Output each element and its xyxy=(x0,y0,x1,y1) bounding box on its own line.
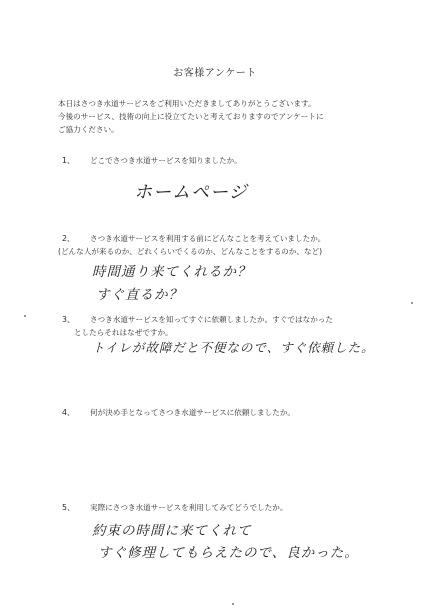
intro-line-1: 本日はさつき水道サービスをご利用いただきましてありがとうございます。 xyxy=(58,99,316,108)
question-4-text: 何が決め手となってさつき水道サービスに依頼しましたか。 xyxy=(90,408,296,417)
answer-1-line-1: ホームページ xyxy=(134,182,248,203)
scan-speck xyxy=(232,603,234,605)
answer-5-line-2: すぐ修理してもらえたので、良かった。 xyxy=(98,545,359,561)
question-3-subtext: としたらそれはなぜですか。 xyxy=(74,328,173,337)
question-2-text: さつき水道サービスを利用する前にどんなことを考えていましたか。 xyxy=(90,234,326,243)
question-4-number: 4、 xyxy=(62,408,75,417)
question-2-subtext: (どんな人が来るのか、どれくらいでくるのか、どんなことをするのか、など) xyxy=(58,247,323,256)
answer-2-line-2: すぐ直るか？ xyxy=(96,287,183,303)
page-title: お客様アンケート xyxy=(173,68,257,79)
intro-line-2: 今後のサービス、技術の向上に役立てたいと考えておりますのでアンケートに xyxy=(58,112,324,121)
question-2-number: 2、 xyxy=(62,234,75,243)
answer-5-line-1: 約束の時間に来てくれて xyxy=(92,523,252,539)
scan-speck xyxy=(411,302,413,304)
answer-3-line-1: トイレが故障だと不便なので、すぐ依頼した。 xyxy=(92,340,375,355)
answer-2-line-1: 時間通り来てくれるか？ xyxy=(92,264,252,280)
question-5-number: 5、 xyxy=(62,503,75,512)
question-1-number: 1、 xyxy=(62,156,75,165)
question-1-text: どこでさつき水道サービスを知りましたか。 xyxy=(90,156,242,165)
question-5-text: 実際にさつき水道サービスを利用してみてどうでしたか。 xyxy=(90,503,288,512)
scan-speck xyxy=(24,315,26,317)
question-3-text: さつき水道サービスを知ってすぐに依頼しましたか。すぐではなかった xyxy=(90,315,333,324)
question-3-number: 3、 xyxy=(62,315,75,324)
intro-line-3: ご協力ください。 xyxy=(58,125,119,134)
